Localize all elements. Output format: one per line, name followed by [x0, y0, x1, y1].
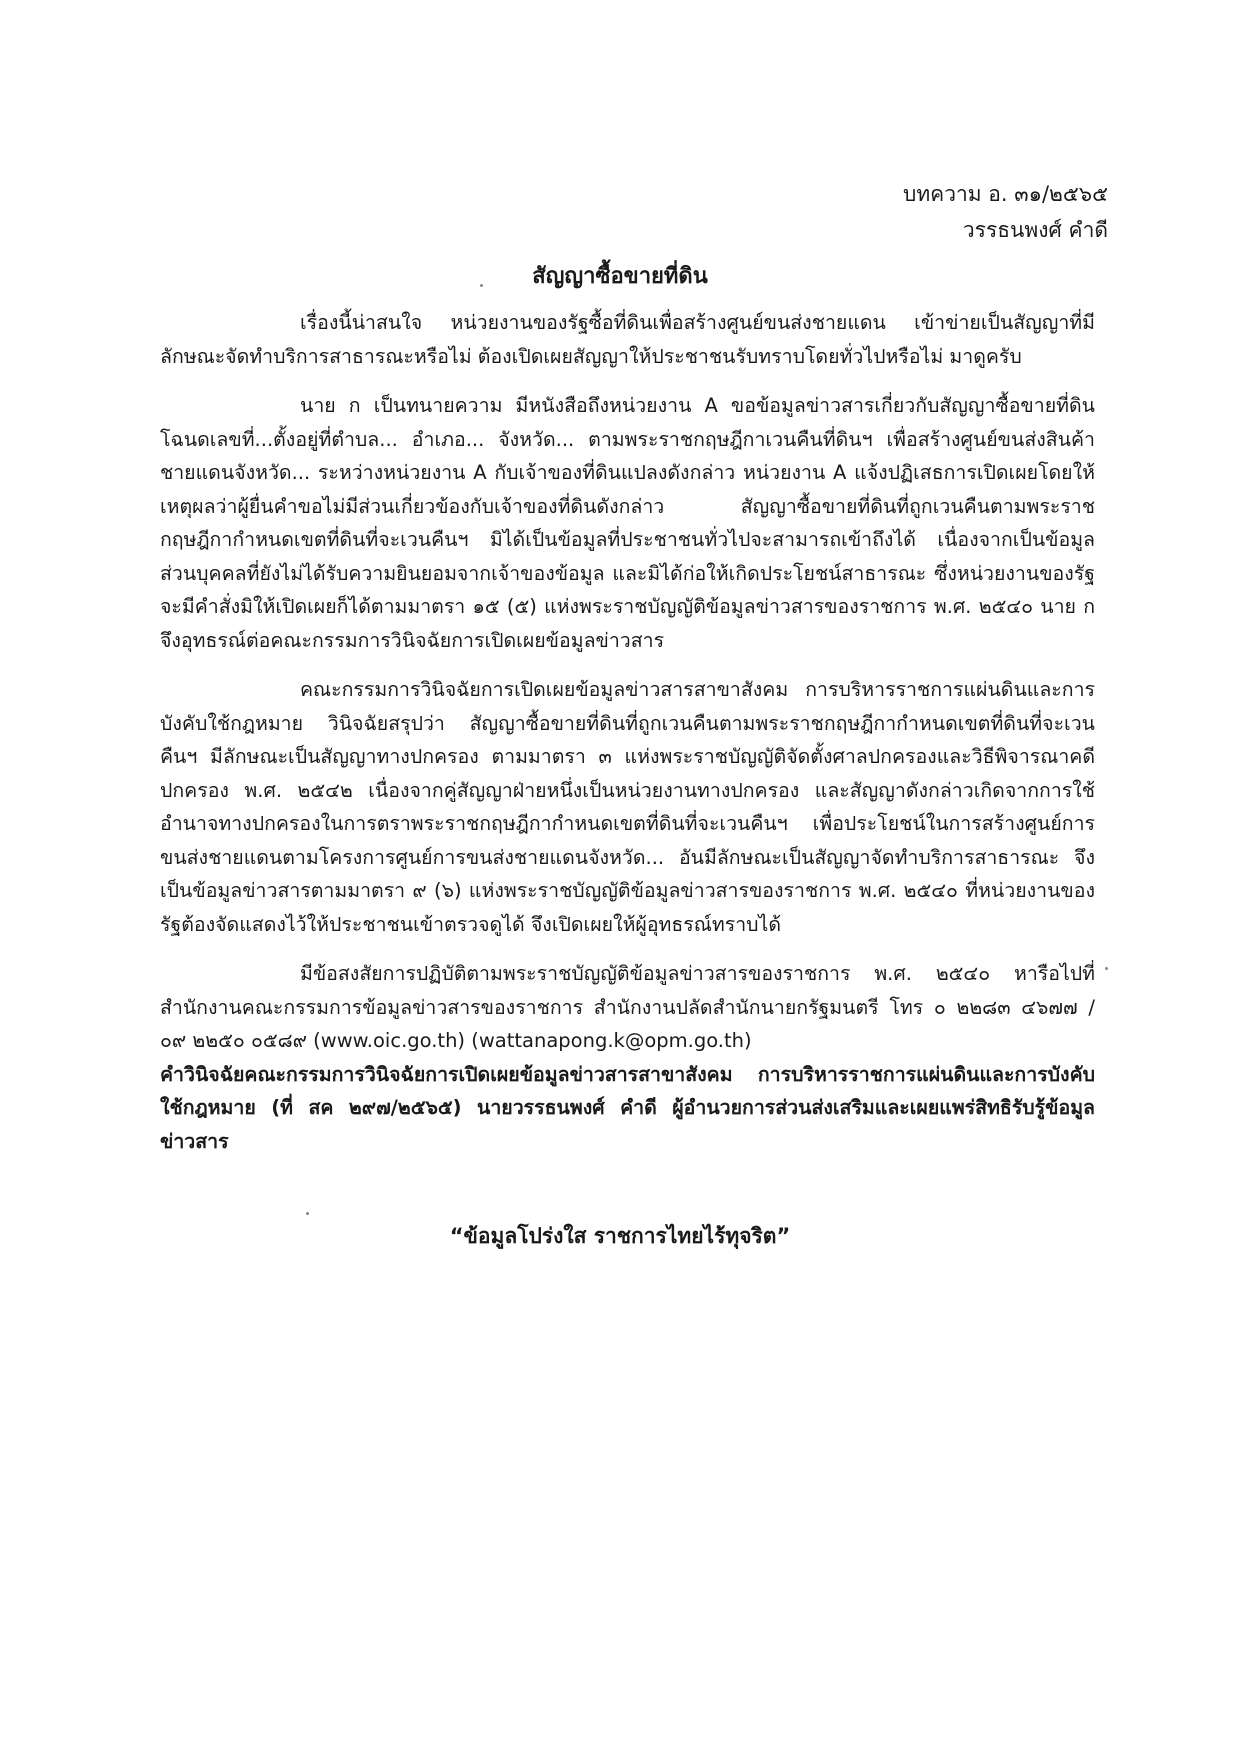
article-number: บทความ อ. ๓๑/๒๕๖๕: [902, 182, 1108, 206]
reference-paragraph: คำวินิจฉัยคณะกรรมการวินิจฉัยการเปิดเผยข้อมูลข่าวสารสาขาสังคม การบริหารราชการแผ่นดินและการบังคับใช้กฎหมาย (ที่ สค ๒๙๗/๒๕๖๕) นายวรรธนพงศ์ คำดี ผู้อำนวยการส่วนส่งเสริมและเผยแพร่สิทธิรับรู้ข้อมูลข่าวสาร: [160, 1062, 1095, 1153]
scan-speck: [480, 284, 483, 287]
scan-speck: [1105, 967, 1108, 970]
page-title: สัญญาซื้อขายที่ดิน: [532, 264, 708, 289]
facts-paragraph: นาย ก เป็นทนายความ มีหนังสือถึงหน่วยงาน A ขอข้อมูลข่าวสารเกี่ยวกับสัญญาซื้อขายที่ดินโฉนดเลขที่...ตั้งอยู่ที่ตำบล... อำเภอ... จังหวัด... ตามพระราชกฤษฎีกาเวนคืนที่ดินฯ เพื่อสร้างศูนย์ขนส่งสินค้าชายแดนจังหวัด... ระหว่างหน่วยงาน A กับเจ้าของที่ดินแปลงดังกล่าว หน่วยงาน A แจ้งปฏิเสธการเปิดเผยโดยให้เหตุผลว่าผู้ยื่นคำขอไม่มีส่วนเกี่ยวข้องกับเจ้าของที่ดินดังกล่าว สัญญาซื้อขายที่ดินที่ถูกเวนคืนตามพระราชกฤษฎีกากำหนดเขตที่ดินที่จะเวนคืนฯ มิได้เป็นข้อมูลที่ประชาชนทั่วไปจะสามารถเข้าถึงได้ เนื่องจากเป็นข้อมูลส่วนบุคคลที่ยังไม่ได้รับความยินยอมจากเจ้าของข้อมูล และมิได้ก่อให้เกิดประโยชน์สาธารณะ ซึ่งหน่วยงานของรัฐจะมีคำสั่งมิให้เปิดเผยก็ได้ตามมาตรา ๑๕ (๕) แห่งพระราชบัญญัติข้อมูลข่าวสารของราชการ พ.ศ. ๒๕๔๐ นาย ก จึงอุทธรณ์ต่อคณะกรรมการวินิจฉัยการเปิดเผยข้อมูลข่าวสาร: [160, 394, 1095, 652]
contact-paragraph: [160, 957, 1095, 1058]
author-name: วรรธนพงศ์ คำดี: [962, 218, 1108, 242]
scan-speck: [306, 1212, 309, 1215]
ruling-paragraph: คณะกรรมการวินิจฉัยการเปิดเผยข้อมูลข่าวสารสาขาสังคม การบริหารราชการแผ่นดินและการบังคับใช้กฎหมาย วินิจฉัยสรุปว่า สัญญาซื้อขายที่ดินที่ถูกเวนคืนตามพระราชกฤษฎีกากำหนดเขตที่ดินที่จะเวนคืนฯ มีลักษณะเป็นสัญญาทางปกครอง ตามมาตรา ๓ แห่งพระราชบัญญัติจัดตั้งศาลปกครองและวิธีพิจารณาคดีปกครอง พ.ศ. ๒๕๔๒ เนื่องจากคู่สัญญาฝ่ายหนึ่งเป็นหน่วยงานทางปกครอง และสัญญาดังกล่าวเกิดจากการใช้อำนาจทางปกครองในการตราพระราชกฤษฎีกากำหนดเขตที่ดินที่จะเวนคืนฯ เพื่อประโยชน์ในการสร้างศูนย์การขนส่งชายแดนตามโครงการศูนย์การขนส่งชายแดนจังหวัด... อันมีลักษณะเป็นสัญญาจัดทำบริการสาธารณะ จึงเป็นข้อมูลข่าวสารตามมาตรา ๙ (๖) แห่งพระราชบัญญัติข้อมูลข่าวสารของราชการ พ.ศ. ๒๕๔๐ ที่หน่วยงานของรัฐต้องจัดแสดงไว้ให้ประชาชนเข้าตรวจดูได้ จึงเปิดเผยให้ผู้อุทธรณ์ทราบได้: [160, 678, 1095, 936]
article-body: [160, 306, 1095, 1158]
intro-paragraph: เรื่องนี้น่าสนใจ หน่วยงานของรัฐซื้อที่ดินเพื่อสร้างศูนย์ขนส่งชายแดน เข้าข่ายเป็นสัญญาที่มีลักษณะจัดทำบริการสาธารณะหรือไม่ ต้องเปิดเผยสัญญาให้ประชาชนรับทราบโดยทั่วไปหรือไม่ มาดูครับ: [160, 311, 1095, 368]
contact-lead: มีข้อสงสัยการปฏิบัติตามพระราชบัญญัติข้อมูลข่าวสารของราชการ พ.ศ. ๒๕๔๐ หารือไปที่: [300, 962, 1095, 985]
article-header: [903, 176, 1108, 248]
contact-details: สำนักงานคณะกรรมการข้อมูลข่าวสารของราชการ สำนักงานปลัดสำนักนายกรัฐมนตรี โทร ๐ ๒๒๘๓ ๔๖๗๗ / ๐๙ ๒๒๕๐ ๐๕๘๙ (www.oic.go.th) (wattanapong.k@opm.go.th): [160, 995, 1095, 1052]
slogan: “ข้อมูลโปร่งใส ราชการไทยไร้ทุจริต”: [449, 1224, 791, 1248]
